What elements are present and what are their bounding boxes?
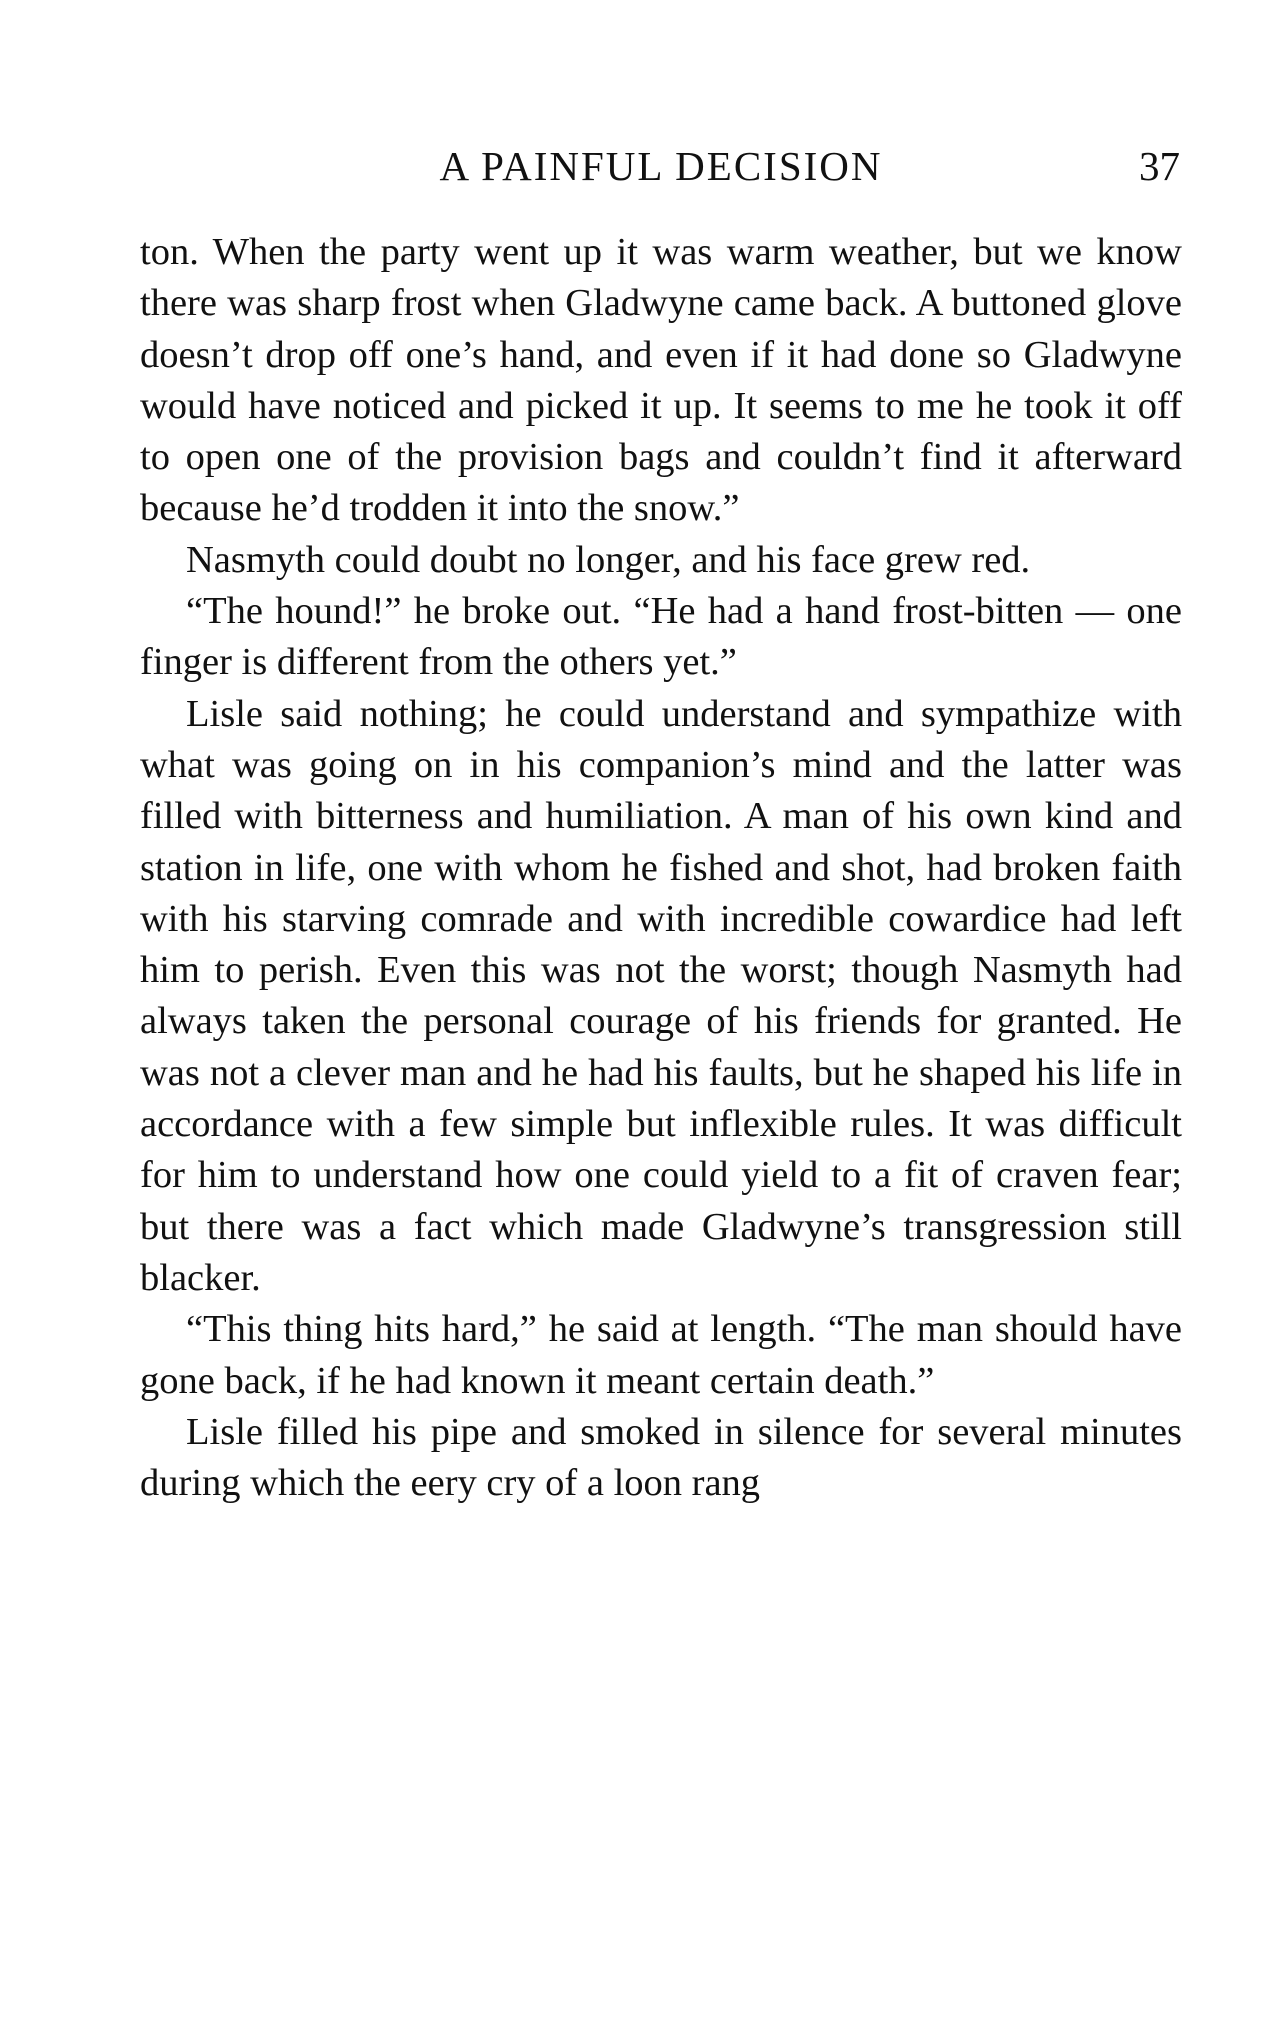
- page-number: 37: [1139, 143, 1180, 189]
- running-title: A PAINFUL DECISION: [439, 143, 883, 189]
- running-head: [140, 138, 1182, 194]
- paragraph-continuation: ton. When the party went up it was warm weather, but we know there was sharp frost when Gladwyne came back. A buttoned glove doesn’t drop off one’s hand, and even if it had done so Gladwyne would have noticed and picked it up. It seems to me he took it off to open one of the provision bags and couldn’t find it afterward because he’d trodden it into the snow.”: [140, 231, 1182, 530]
- paragraph: “The hound!” he broke out. “He had a hand frost-bitten — one finger is different from the others yet.”: [140, 590, 1182, 684]
- paragraph: Lisle filled his pipe and smoked in silence for several minutes during which the eery cry of a loon rang: [140, 1410, 1182, 1505]
- body-text: [140, 227, 1182, 1509]
- paragraph: Nasmyth could doubt no longer, and his face grew red.: [186, 538, 1031, 581]
- paragraph: “This thing hits hard,” he said at length. “The man should have gone back, if he had known it meant certain death.”: [140, 1308, 1182, 1402]
- paragraph: Lisle said nothing; he could understand and sympathize with what was going on in his companion’s mind and the latter was filled with bitterness and humiliation. A man of his own kind and station in life, one with whom he fished and shot, had broken faith with his starving comrade and with incredible cowardice had left him to perish. Even this was not the worst; though Nasmyth had always taken the personal courage of his friends for granted. He was not a clever man and he had his faults, but he shaped his life in accordance with a few simple but inflexible rules. It was difficult for him to understand how one could yield to a fit of craven fear; but there was a fact which made Gladwyne’s transgression still blacker.: [140, 692, 1182, 1299]
